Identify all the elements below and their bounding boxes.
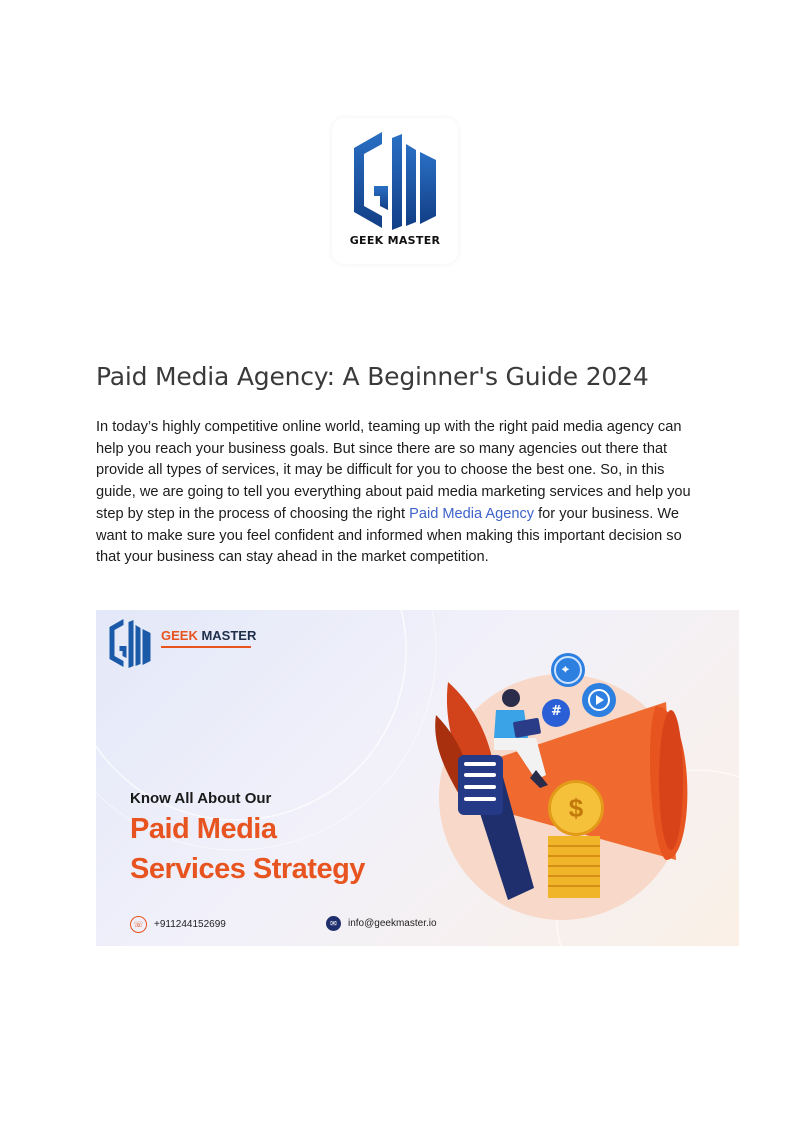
phone-icon: ☏ (130, 916, 147, 933)
paragraph-text: In today’s highly competitive online world, teaming up with the right paid media agency can help you reach your business goals. But since there are so many agencies out there that provide all types of services, it may be difficult for you to choose the best one. So, in this guide, we are going to tell you everything about paid media marketing services and help you step by step in the process of choosing the right (96, 419, 691, 522)
email-address: info@geekmaster.io (348, 918, 437, 929)
banner-headline-1: Paid Media (130, 813, 277, 845)
hashtag-icon: # (551, 704, 562, 719)
dollar-coin-icon: $ (548, 780, 604, 836)
intro-paragraph (96, 417, 706, 569)
gm-monogram-icon (348, 130, 442, 234)
brand-underline (161, 646, 251, 648)
banner-email (326, 916, 437, 931)
banner-subtitle: Know All About Our (130, 790, 272, 807)
brand-geek: GEEK (161, 628, 198, 643)
mail-icon: ✉ (326, 916, 341, 931)
brand-master: MASTER (197, 628, 257, 643)
banner-phone (130, 916, 226, 933)
logo (332, 118, 458, 264)
banner-brand (161, 628, 256, 643)
promo-banner (96, 610, 739, 946)
phone-number: +911244152699 (154, 919, 226, 930)
banner-logo-icon (106, 618, 154, 670)
page-title: Paid Media Agency: A Beginner's Guide 2024 (96, 362, 649, 391)
banner-headline-2: Services Strategy (130, 853, 365, 885)
location-pin-icon: ⌖ (562, 662, 569, 676)
paragraph-text: for your business. We want to make sure you feel confident and informed when making this important decision so that your business can stay ahead in the market competition. (96, 505, 682, 566)
logo-name: GEEK MASTER (349, 234, 441, 247)
paid-media-agency-link[interactable]: Paid Media Agency (409, 505, 535, 522)
banner-decoration (96, 610, 739, 946)
